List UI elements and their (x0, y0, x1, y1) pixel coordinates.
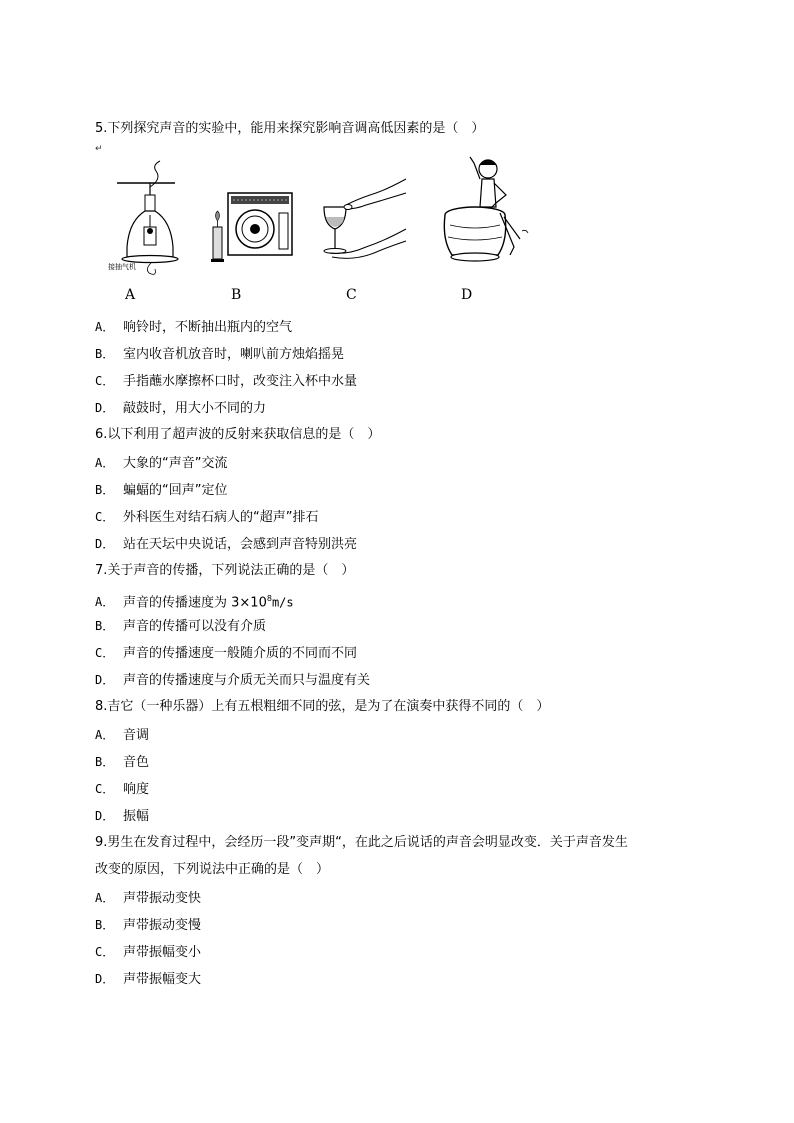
exponent: 8 (266, 594, 272, 603)
q6-stem: 6.以下利用了超声波的反射来获取信息的是（ ） (95, 427, 381, 442)
q7-option-c: C． 声音的传播速度一般随介质的不同而不同 (95, 646, 358, 661)
q6-option-d: D． 站在天坛中央说话，会感到声音特别洪亮 (95, 537, 358, 552)
q5-option-b: B． 室内收音机放音时，喇叭前方烛焰摇晃 (95, 347, 345, 362)
figure-label-c: C (346, 287, 357, 303)
q8-option-d: D． 振幅 (95, 809, 150, 824)
q6-option-c: C． 外科医生对结石病人的“超声”排石 (95, 510, 319, 525)
q6-option-b: B． 蝙蝠的“回声”定位 (95, 483, 228, 498)
q9-stem-line-2: 改变的原因，下列说法中正确的是（ ） (95, 862, 330, 877)
figure-c-wine-glass-image (318, 155, 413, 280)
q6-option-a: A． 大象的“声音”交流 (95, 456, 228, 471)
q5-stem: 5.下列探究声音的实验中，能用来探究影响音调高低因素的是（ ） (95, 121, 485, 136)
q7-option-d: D． 声音的传播速度与介质无关而只与温度有关 (95, 673, 371, 688)
q5-option-d: D． 敲鼓时，用大小不同的力 (95, 401, 267, 416)
paragraph-mark: ↵ (95, 144, 103, 154)
figure-d-drum-boy-image (430, 155, 535, 280)
q9-option-c: C． 声带振幅变小 (95, 945, 202, 960)
figure-label-b: B (231, 287, 242, 303)
q9-stem-line-1: 9.男生在发育过程中，会经历一段”变声期“，在此之后说话的声音会明显改变．关于声音发生 (95, 835, 628, 850)
q9-option-a: A． 声带振动变快 (95, 891, 202, 906)
q7-option-a: A． 声音的传播速度为 $3\times 10^8m/s$ (95, 594, 294, 611)
q5-option-c: C． 手指蘸水摩擦杯口时，改变注入杯中水量 (95, 374, 358, 389)
q7-stem: 7.关于声音的传播，下列说法正确的是（ ） (95, 563, 355, 578)
q8-option-c: C． 响度 (95, 782, 150, 797)
q7-option-b: B． 声音的传播可以没有介质 (95, 619, 267, 634)
figure-label-d: D (461, 287, 473, 303)
q5-option-a: A． 响铃时，不断抽出瓶内的空气 (95, 320, 293, 335)
q8-option-b: B． 音色 (95, 755, 150, 770)
q8-option-a: A． 音调 (95, 728, 150, 743)
figure-a-caption: 接抽气机 (108, 263, 136, 271)
q8-stem: 8.吉它（一种乐器）上有五根粗细不同的弦，是为了在演奏中获得不同的（ ） (95, 699, 550, 714)
q9-option-b: B． 声带振动变慢 (95, 918, 202, 933)
figure-label-a: A (125, 287, 136, 303)
q9-option-d: D． 声带振幅变大 (95, 972, 202, 987)
figure-b-radio-candle-image (205, 155, 300, 280)
